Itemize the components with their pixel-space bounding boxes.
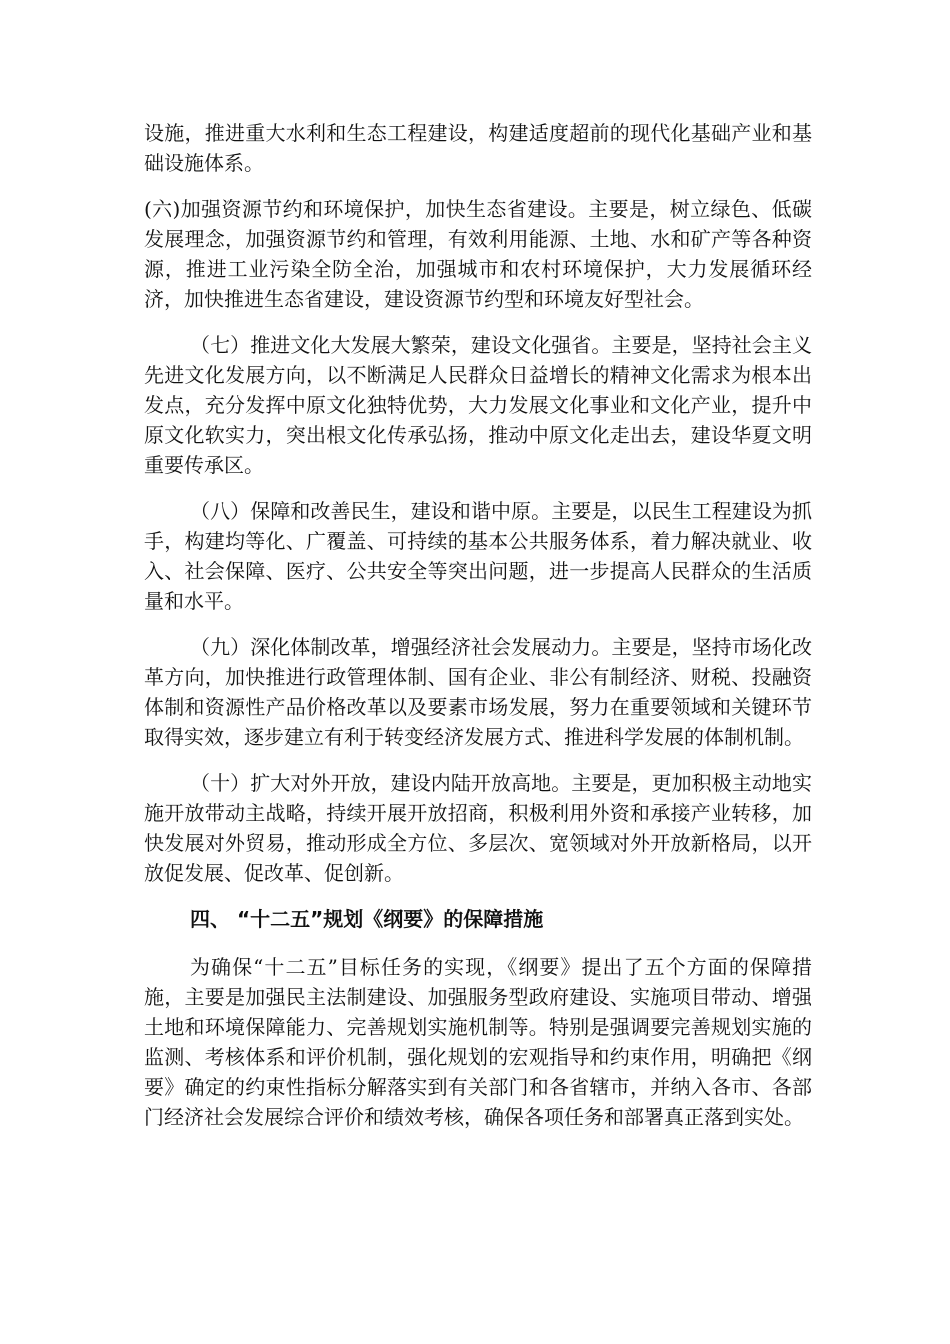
paragraph-section-8: （八）保障和改善民生，建设和谐中原。主要是，以民生工程建设为抓手，构建均等化、广覆盖、可持续的基本公共服务体系，着力解决就业、收入、社会保障、医疗、公共安全等突出问题，进一步提高人民群众的生活质量和水平。	[144, 499, 812, 613]
paragraph-infrastructure-continued: 设施，推进重大水利和生态工程建设，构建适度超前的现代化基础产业和基础设施体系。	[144, 121, 812, 175]
paragraph-section-6: (六)加强资源节约和环境保护，加快生态省建设。主要是，树立绿色、低碳发展理念，加强资源节约和管理，有效利用能源、土地、水和矿产等各种资源，推进工业污染全防全治，加强城市和农村环境保护，大力发展循环经济，加快推进生态省建设，建设资源节约型和环境友好型社会。	[144, 197, 812, 311]
paragraph-section-7: （七）推进文化大发展大繁荣，建设文化强省。主要是，坚持社会主义先进文化发展方向，以不断满足人民群众日益增长的精神文化需求为根本出发点，充分发挥中原文化独特优势，大力发展文化事业和文化产业，提升中原文化软实力，突出根文化传承弘扬，推动中原文化走出去，建设华夏文明重要传承区。	[144, 333, 812, 477]
paragraph-safeguard-measures: 为确保“十二五”目标任务的实现，《纲要》提出了五个方面的保障措施，主要是加强民主法制建设、加强服务型政府建设、实施项目带动、增强土地和环境保障能力、完善规划实施机制等。特别是强调要完善规划实施的监测、考核体系和评价机制，强化规划的宏观指导和约束作用，明确把《纲要》确定的约束性指标分解落实到有关部门和各省辖市，并纳入各市、各部门经济社会发展综合评价和绩效考核，确保各项任务和部署真正落到实处。	[144, 955, 812, 1129]
paragraph-section-10: （十）扩大对外开放，建设内陆开放高地。主要是，更加积极主动地实施开放带动主战略，持续开展开放招商，积极利用外资和承接产业转移，加快发展对外贸易，推动形成全方位、多层次、宽领域对外开放新格局，以开放促发展、促改革、促创新。	[144, 771, 812, 885]
section-heading-4: 四、 “十二五”规划《纲要》的保障措施	[190, 907, 544, 931]
paragraph-section-9: （九）深化体制改革，增强经济社会发展动力。主要是，坚持市场化改革方向，加快推进行政管理体制、国有企业、非公有制经济、财税、投融资体制和资源性产品价格改革以及要素市场发展，努力在重要领域和关键环节取得实效，逐步建立有利于转变经济发展方式、推进科学发展的体制机制。	[144, 635, 812, 749]
document-body	[144, 118, 812, 1148]
